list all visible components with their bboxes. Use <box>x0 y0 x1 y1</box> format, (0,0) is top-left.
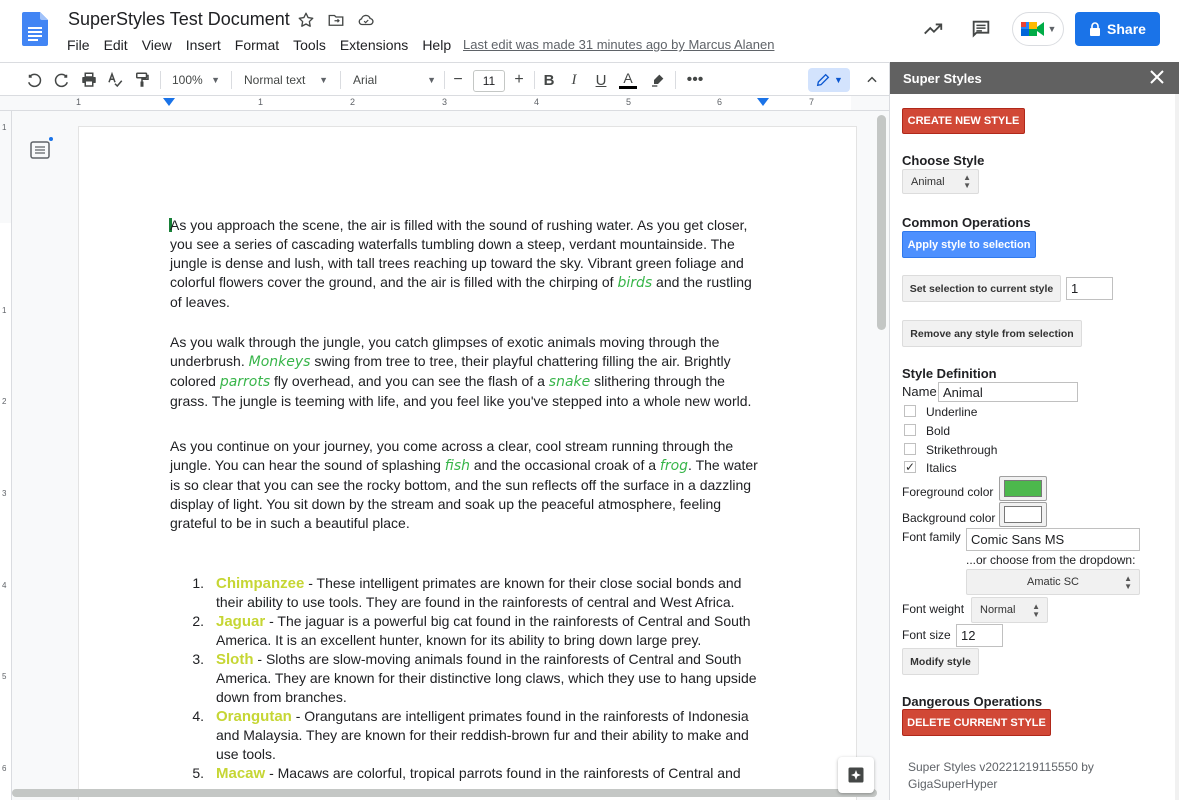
docs-logo-icon[interactable] <box>22 12 48 46</box>
redo-icon[interactable] <box>50 68 74 92</box>
outline-notification-dot <box>49 137 53 141</box>
select-arrows-icon: ▲ ▼ <box>963 173 971 190</box>
paragraph-style-value: Normal text <box>244 73 306 87</box>
lock-icon <box>1089 22 1101 36</box>
zoom-value: 100% <box>172 73 203 87</box>
menu-extensions[interactable]: Extensions <box>339 37 409 53</box>
share-button[interactable] <box>1075 12 1160 46</box>
ruler-label: 3 <box>2 489 7 498</box>
ruler-label: 1 <box>76 97 82 107</box>
ruler-label: 1 <box>2 306 7 315</box>
set-selection-input[interactable]: 1 <box>1066 277 1113 300</box>
styled-animal-word: birds <box>617 275 653 291</box>
meet-icon <box>1020 19 1046 39</box>
ruler-label: 1 <box>258 97 264 107</box>
styled-animal-word: snake <box>548 374 591 390</box>
paragraph-1[interactable] <box>170 216 760 312</box>
bold-checkbox[interactable] <box>904 424 916 436</box>
bold-label: Bold <box>926 424 951 438</box>
underline-label: Underline <box>926 405 978 419</box>
styled-animal-word: frog <box>659 458 689 474</box>
text-color-swatch <box>619 86 637 89</box>
choose-style-value: Animal <box>911 175 945 188</box>
toolbar-separator <box>160 71 161 89</box>
move-folder-icon[interactable] <box>326 10 346 30</box>
pencil-icon <box>815 72 831 88</box>
ruler-label: 2 <box>2 397 7 406</box>
ruler-label: 2 <box>350 97 356 107</box>
font-size-label: Font size <box>902 628 951 642</box>
paragraph-3[interactable] <box>170 437 760 533</box>
list-number: 3. <box>192 651 204 667</box>
select-arrows-icon: ▲ ▼ <box>1124 574 1132 591</box>
title-icons <box>296 10 376 30</box>
text-run: As you continue on your journey, you come across a clear, cool stream running through the jungle. You can hear the sound of splashing <box>170 438 734 473</box>
foreground-color-label: Foreground color <box>902 485 994 499</box>
toolbar-separator <box>444 71 445 89</box>
more-options-icon[interactable]: ••• <box>686 71 704 88</box>
font-family-dropdown-value: Amatic SC <box>1027 576 1079 588</box>
or-choose-label: ...or choose from the dropdown: <box>966 553 1136 567</box>
highlight-color-icon[interactable] <box>647 68 669 92</box>
list-animal-name: Macaw <box>216 765 266 782</box>
ruler-label: 6 <box>2 764 7 773</box>
font-weight-value: Normal <box>980 604 1016 616</box>
text-run: slithering through the grass. The jungle is teeming with life, and you feel like you've stepped into a whole new world. <box>170 373 752 409</box>
list-animal-name: Chimpanzee <box>216 575 305 592</box>
footer-author: GigaSuperHyper <box>908 777 998 791</box>
undo-icon[interactable] <box>22 68 46 92</box>
style-definition-label: Style Definition <box>902 366 997 381</box>
spellcheck-icon[interactable] <box>103 68 127 92</box>
menu-edit[interactable]: Edit <box>103 37 128 53</box>
dangerous-operations-label: Dangerous Operations <box>902 694 1043 709</box>
super-styles-sidebar <box>889 62 1179 800</box>
list-animal-name: Sloth <box>216 651 254 668</box>
print-icon[interactable] <box>77 68 101 92</box>
explore-button[interactable] <box>838 757 874 793</box>
menu-file[interactable]: File <box>67 37 90 53</box>
vertical-scrollbar[interactable] <box>877 115 886 330</box>
star-icon[interactable] <box>296 10 316 30</box>
menu-insert[interactable]: Insert <box>185 37 221 53</box>
comments-icon[interactable] <box>968 16 994 42</box>
ruler-label: 6 <box>717 97 723 107</box>
zoom-caret-icon: ▼ <box>211 75 220 85</box>
underline-checkbox[interactable] <box>904 405 916 417</box>
list-item <box>170 574 770 612</box>
list-text <box>216 764 770 783</box>
list-description: - Orangutans are intelligent primates found in the rainforests of Indonesia and Malaysia. They are known for their reddish-brown fur and their ability to make and use tools. <box>216 708 749 762</box>
list-description: - The jaguar is a powerful big cat found in the rainforests of Central and South America. It is an excellent hunter, known for its ability to bring down large prey. <box>216 613 751 648</box>
activity-trend-icon[interactable] <box>920 16 946 42</box>
styled-animal-word: fish <box>444 458 470 474</box>
text-run: As you walk through the jungle, you catch glimpses of exotic animals moving through the underbrush. <box>170 334 720 369</box>
formatting-toolbar <box>0 62 889 96</box>
left-indent-marker-icon[interactable] <box>163 98 175 108</box>
styled-animal-word: parrots <box>219 374 271 390</box>
ruler-label: 3 <box>442 97 448 107</box>
list-number: 1. <box>192 575 204 591</box>
modify-style-button[interactable]: Modify style <box>902 648 979 675</box>
share-label: Share <box>1107 21 1146 37</box>
close-icon[interactable] <box>1148 68 1166 86</box>
editing-mode-caret-icon: ▼ <box>834 75 843 85</box>
italic-button[interactable]: I <box>571 71 577 88</box>
text-run: and the rustling of leaves. <box>170 274 752 310</box>
choose-style-label: Choose Style <box>902 153 985 168</box>
menu-format[interactable]: Format <box>234 37 280 53</box>
text-run: . The water is so clear that you can see the rocky bottom, and the sun reflects off the surface in a dazzling display of light. You sit down by the stream and soak up the peaceful atmosphere, feeling grateful to be in such a beautiful place. <box>170 457 758 531</box>
background-color-label: Background color <box>902 511 996 525</box>
font-size-input[interactable]: 12 <box>956 624 1003 647</box>
meet-button[interactable] <box>1012 12 1064 46</box>
editing-mode-button[interactable] <box>808 68 850 92</box>
document-outline-icon[interactable] <box>30 141 50 159</box>
font-weight-select[interactable] <box>971 597 1048 623</box>
paint-format-icon[interactable] <box>130 68 154 92</box>
ruler-label: 1 <box>2 123 7 132</box>
font-family-input[interactable]: Comic Sans MS <box>966 528 1140 551</box>
ruler-label: 7 <box>809 97 815 107</box>
paragraph-style-caret-icon: ▼ <box>319 75 328 85</box>
styled-animal-word: Monkeys <box>248 354 311 370</box>
font-value: Arial <box>353 73 378 87</box>
sidebar-footer <box>908 759 1094 793</box>
list-number: 2. <box>192 613 204 629</box>
toolbar-separator <box>534 71 535 89</box>
menu-view[interactable]: View <box>141 37 172 53</box>
list-item <box>170 707 770 764</box>
cloud-saved-icon[interactable] <box>356 10 376 30</box>
right-indent-marker-icon[interactable] <box>757 98 769 108</box>
font-size-input[interactable]: 11 <box>473 70 505 92</box>
toolbar-separator <box>675 71 676 89</box>
list-item <box>170 764 770 783</box>
text-run: As you approach the scene, the air is filled with the sound of rushing water. As you get closer, you see a series of cascading waterfalls tumbling down a steep, verdant mountainside. The jungle is dense and lush, with tall trees reaching up toward the sky. Vibrant green foliage and colorful flowers cover the ground, and the air is filled with the chirping of <box>170 217 748 290</box>
list-animal-name: Jaguar <box>216 613 266 630</box>
horizontal-ruler[interactable] <box>0 96 889 111</box>
list-number: 5. <box>192 765 204 781</box>
title-bar <box>0 0 1179 62</box>
ruler-label: 5 <box>2 672 7 681</box>
set-selection-button[interactable]: Set selection to current style <box>902 275 1061 302</box>
meet-caret-icon: ▼ <box>1047 24 1057 34</box>
ruler-label: 4 <box>2 581 7 590</box>
list-number: 4. <box>192 708 204 724</box>
choose-style-select[interactable] <box>902 169 979 194</box>
ruler-inner <box>80 96 851 110</box>
menu-tools[interactable]: Tools <box>293 37 326 53</box>
list-item <box>170 612 770 650</box>
delete-current-style-button[interactable]: DELETE CURRENT STYLE <box>902 709 1051 736</box>
apply-style-button[interactable]: Apply style to selection <box>902 231 1036 258</box>
font-family-label: Font family <box>902 530 961 544</box>
increase-font-size-button[interactable]: + <box>514 71 524 88</box>
italics-checkbox[interactable]: ✓ <box>905 460 916 474</box>
footer-version: Super Styles v20221219115550 by <box>908 760 1094 774</box>
last-edit-link[interactable]: Last edit was made 31 minutes ago by Marcus Alanen <box>463 37 775 52</box>
text-color-button[interactable] <box>617 68 639 92</box>
list-description: - Sloths are slow-moving animals found in the rainforests of Central and South America. They are known for their distinctive long claws, which they use to hang upside down from branches. <box>216 651 757 705</box>
list-text <box>216 650 770 707</box>
bold-button[interactable]: B <box>543 71 555 89</box>
explore-sparkle-icon <box>846 765 866 785</box>
list-text <box>216 612 770 650</box>
background-color-picker[interactable] <box>999 502 1047 527</box>
remove-style-button[interactable]: Remove any style from selection <box>902 320 1082 347</box>
create-new-style-button[interactable]: CREATE NEW STYLE <box>902 108 1025 134</box>
common-operations-label: Common Operations <box>902 215 1031 230</box>
list-item <box>170 650 770 707</box>
style-name-input[interactable]: Animal <box>938 382 1078 402</box>
menu-help[interactable]: Help <box>422 37 452 53</box>
list-description: - These intelligent primates are known for their close social bonds and their ability to use tools. They are found in the rainforests of central and West Africa. <box>216 575 742 610</box>
name-label: Name <box>902 384 937 399</box>
foreground-color-swatch <box>1004 480 1042 497</box>
sidebar-scrollbar[interactable] <box>1175 94 1179 800</box>
menu-bar <box>60 36 458 54</box>
list-text <box>216 707 770 764</box>
strikethrough-checkbox[interactable] <box>904 443 916 455</box>
animal-list[interactable] <box>170 574 770 783</box>
text-color-letter: A <box>623 70 633 86</box>
toolbar-separator <box>340 71 341 89</box>
document-title[interactable]: SuperStyles Test Document <box>68 9 290 29</box>
select-arrows-icon: ▲ ▼ <box>1032 602 1040 619</box>
font-weight-label: Font weight <box>902 602 965 616</box>
collapse-menus-icon[interactable] <box>862 68 882 92</box>
text-run: swing from tree to tree, their playful chattering filling the air. Brightly colored <box>170 353 731 389</box>
font-select[interactable] <box>351 68 438 92</box>
ruler-label: 5 <box>626 97 632 107</box>
list-animal-name: Orangutan <box>216 708 292 725</box>
horizontal-scrollbar[interactable] <box>12 789 877 797</box>
font-family-dropdown[interactable] <box>966 569 1140 595</box>
text-run: and the occasional croak of a <box>470 457 660 473</box>
sidebar-header <box>890 62 1179 94</box>
background-color-swatch <box>1004 506 1042 523</box>
text-run: fly overhead, and you can see the flash of a <box>270 373 549 389</box>
underline-button[interactable]: U <box>595 71 607 89</box>
vertical-ruler[interactable] <box>0 111 12 800</box>
list-description: - Macaws are colorful, tropical parrots found in the rainforests of Central and <box>265 765 741 781</box>
toolbar-separator <box>231 71 232 89</box>
zoom-select[interactable] <box>170 68 222 92</box>
ruler-label: 4 <box>534 97 540 107</box>
foreground-color-picker[interactable] <box>999 476 1047 501</box>
paragraph-style-select[interactable] <box>242 68 330 92</box>
paragraph-2[interactable] <box>170 333 760 411</box>
decrease-font-size-button[interactable]: − <box>453 71 463 88</box>
list-text <box>216 574 770 612</box>
font-caret-icon: ▼ <box>427 75 436 85</box>
italics-label: Italics <box>926 461 957 475</box>
sidebar-title: Super Styles <box>903 71 982 86</box>
strikethrough-label: Strikethrough <box>926 443 998 457</box>
